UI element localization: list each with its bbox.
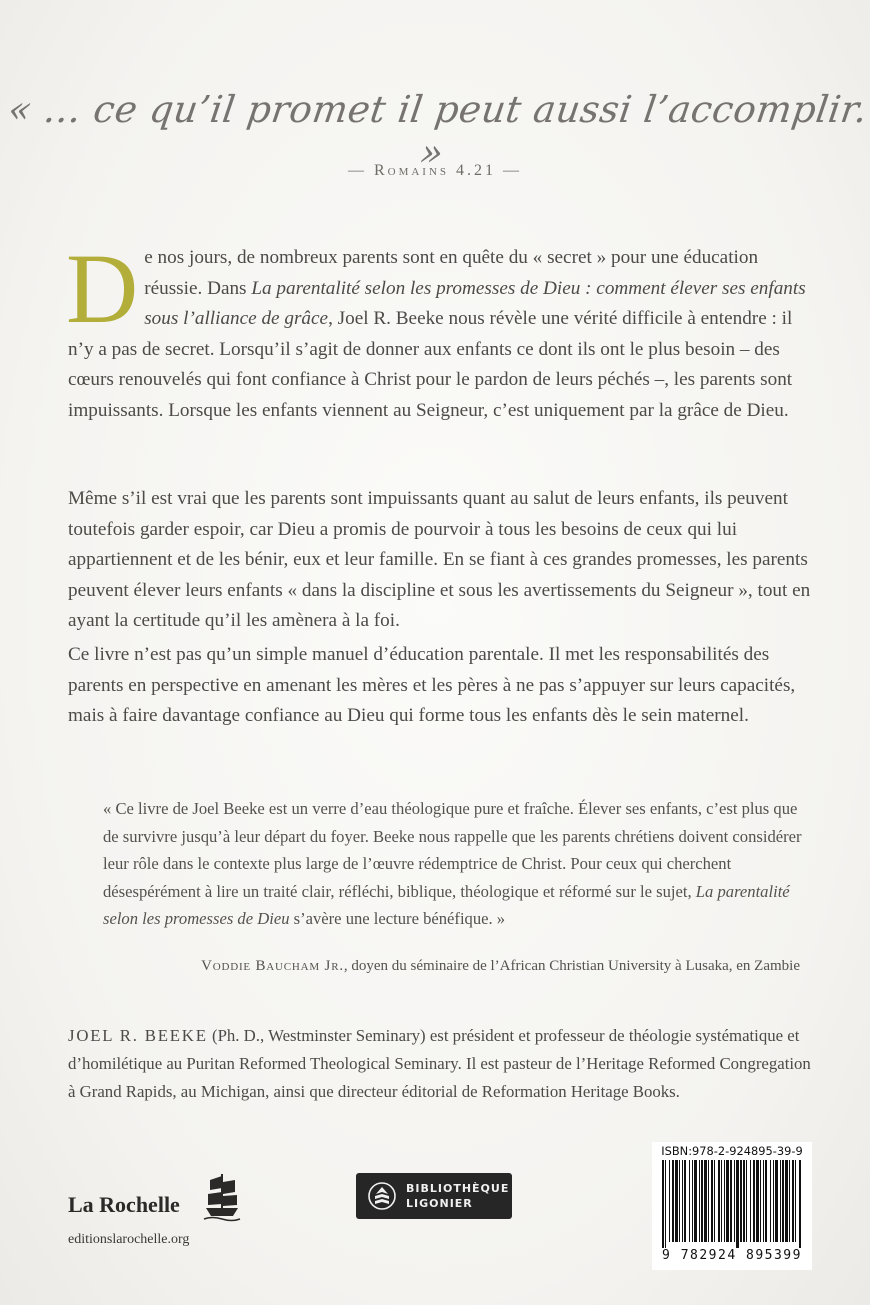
- barcode-bar: [714, 1160, 715, 1242]
- drop-cap: D: [66, 233, 139, 344]
- description-paragraph-1: [66, 233, 813, 426]
- barcode-bar: [682, 1160, 683, 1242]
- barcode-bar: [701, 1160, 703, 1242]
- barcode-bars: [660, 1160, 804, 1248]
- ligonier-emblem-icon: [368, 1182, 396, 1210]
- p1-text-a: e nos jours, de nombreux parents sont en quête du « secret » pour une éducation réussie. Dans: [144, 247, 759, 299]
- endorsement-book-title: La parentalité selon les promesses de Dieu: [103, 881, 790, 929]
- barcode-bar: [763, 1160, 764, 1242]
- publisher-name: La Rochelle: [68, 1192, 180, 1217]
- imprint-line-1: BIBLIOTHÈQUE: [406, 1182, 510, 1195]
- description-paragraph-2: Même s’il est vrai que les parents sont impuissants quant au salut de leurs enfants, ils peuvent toutefois garder espoir, car Dieu a promis de pourvoir à tous les besoins de ceux qui lui appartiennent et de les bénir, eux et leur famille. En se fiant à ces grandes promesses, les parents peuvent élever leurs enfants « dans la discipline et sous les avertissements du Seigneur », tout en ayant la certitude qu’il les amènera à la foi.: [68, 488, 811, 631]
- barcode-bar: [789, 1160, 790, 1242]
- barcode-bar: [726, 1160, 729, 1242]
- publisher-website: editionslarochelle.org: [68, 1232, 190, 1247]
- isbn-barcode: [652, 1142, 812, 1270]
- barcode-bar: [785, 1160, 788, 1242]
- barcode-bar: [669, 1160, 670, 1242]
- epigraph-quote: « … ce qu’il promet il peut aussi l’accomplir. »: [5, 88, 870, 174]
- author-bio: [68, 1022, 813, 1107]
- barcode-bar: [740, 1160, 742, 1242]
- author-bio-text: (Ph. D., Westminster Seminary) est président et professeur de théologie systématique et d’homilétique au Puritan Reformed Theological Seminary. Il est pasteur de l’Heritage Reformed Congregation à Grand Rapids, au Michigan, ainsi que directeur éditorial de Reformation Heritage Books.: [68, 1026, 811, 1102]
- barcode-bar: [792, 1160, 794, 1242]
- barcode-bar: [699, 1160, 700, 1242]
- barcode-bar: [679, 1160, 680, 1242]
- barcode-bar: [756, 1160, 759, 1242]
- barcode-bar: [765, 1160, 767, 1242]
- barcode-bar: [753, 1160, 755, 1242]
- barcode-bar: [770, 1160, 771, 1242]
- barcode-bar: [782, 1160, 784, 1242]
- endorsement-text-a: « Ce livre de Joel Beeke est un verre d’eau théologique pure et fraîche. Élever ses enfants, c’est plus que de survivre jusqu’à leur départ du foyer. Beeke nous rappelle que les parents chrétiens doivent considérer leur rôle dans le contexte plus large de l’œuvre rédemptrice de Christ. Pour ceux qui cherchent désespérément à lire un traité clair, réfléchi, biblique, théologique et réformé sur le sujet,: [103, 799, 802, 901]
- barcode-bar: [775, 1160, 778, 1242]
- barcode-digits: 9 782924 895399: [662, 1248, 802, 1263]
- barcode-bar: [743, 1160, 745, 1242]
- barcode-bar: [708, 1160, 709, 1242]
- barcode-bar: [721, 1160, 722, 1242]
- book-title: La parentalité selon les promesses de Dieu : comment élever ses enfants sous l’alliance de grâce: [144, 277, 806, 329]
- endorsement-attribution: [150, 958, 800, 975]
- barcode-bar: [780, 1160, 781, 1242]
- barcode-bar: [746, 1160, 747, 1242]
- barcode-bar: [799, 1160, 801, 1248]
- ship-icon: [202, 1170, 242, 1222]
- barcode-bar: [692, 1160, 693, 1242]
- epigraph-reference: — Romains 4.21 —: [347, 162, 523, 179]
- barcode-bar: [734, 1160, 735, 1242]
- endorsement-quote: [103, 795, 803, 933]
- endorsement-author-role: , doyen du séminaire de l’African Christian University à Lusaka, en Zambie: [343, 958, 800, 974]
- barcode-bar: [795, 1160, 796, 1242]
- barcode-bar: [694, 1160, 697, 1242]
- endorsement-text-b: s’avère une lecture bénéfique. »: [289, 909, 506, 929]
- barcode-bar: [689, 1160, 690, 1242]
- barcode-bar: [662, 1160, 664, 1248]
- barcode-bar: [773, 1160, 774, 1242]
- barcode-bar: [684, 1160, 686, 1242]
- barcode-bar: [730, 1160, 732, 1242]
- p1-text-b: , Joel R. Beeke nous révèle une vérité difficile à entendre : il n’y a pas de secret. Lorsqu’il s’agit de donner aux enfants ce dont ils ont le plus besoin – des cœurs renouvelés qui font confiance à Christ pour le pardon de leurs péchés –, les parents sont impuissants. Lorsque les enfants viennent au Seigneur, c’est uniquement par la grâce de Dieu.: [68, 308, 793, 421]
- barcode-bar: [750, 1160, 751, 1242]
- author-name: JOEL R. BEEKE: [68, 1026, 208, 1045]
- barcode-bar: [704, 1160, 707, 1242]
- description-paragraph-3: Ce livre n’est pas qu’un simple manuel d’éducation parentale. Il met les responsabilités des parents en perspective en amenant les mères et les pères à ne pas s’appuyer sur leurs capacités, mais à faire davantage confiance au Dieu qui forme tous les enfants dès le sein maternel.: [68, 644, 796, 726]
- la-rochelle-logo: [68, 1170, 258, 1230]
- barcode-bar: [718, 1160, 720, 1242]
- barcode-bar: [675, 1160, 678, 1242]
- barcode-bar: [711, 1160, 713, 1242]
- barcode-bar: [760, 1160, 761, 1242]
- endorsement-author: Voddie Baucham Jr.: [201, 958, 344, 974]
- ligonier-logo: [356, 1173, 512, 1219]
- imprint-line-2: LIGONIER: [406, 1197, 473, 1210]
- isbn-label: ISBN:978-2-924895-39-9: [661, 1144, 803, 1158]
- barcode-bar: [672, 1160, 674, 1242]
- barcode-bar: [665, 1160, 666, 1248]
- barcode-bar: [736, 1160, 739, 1248]
- barcode-bar: [724, 1160, 725, 1242]
